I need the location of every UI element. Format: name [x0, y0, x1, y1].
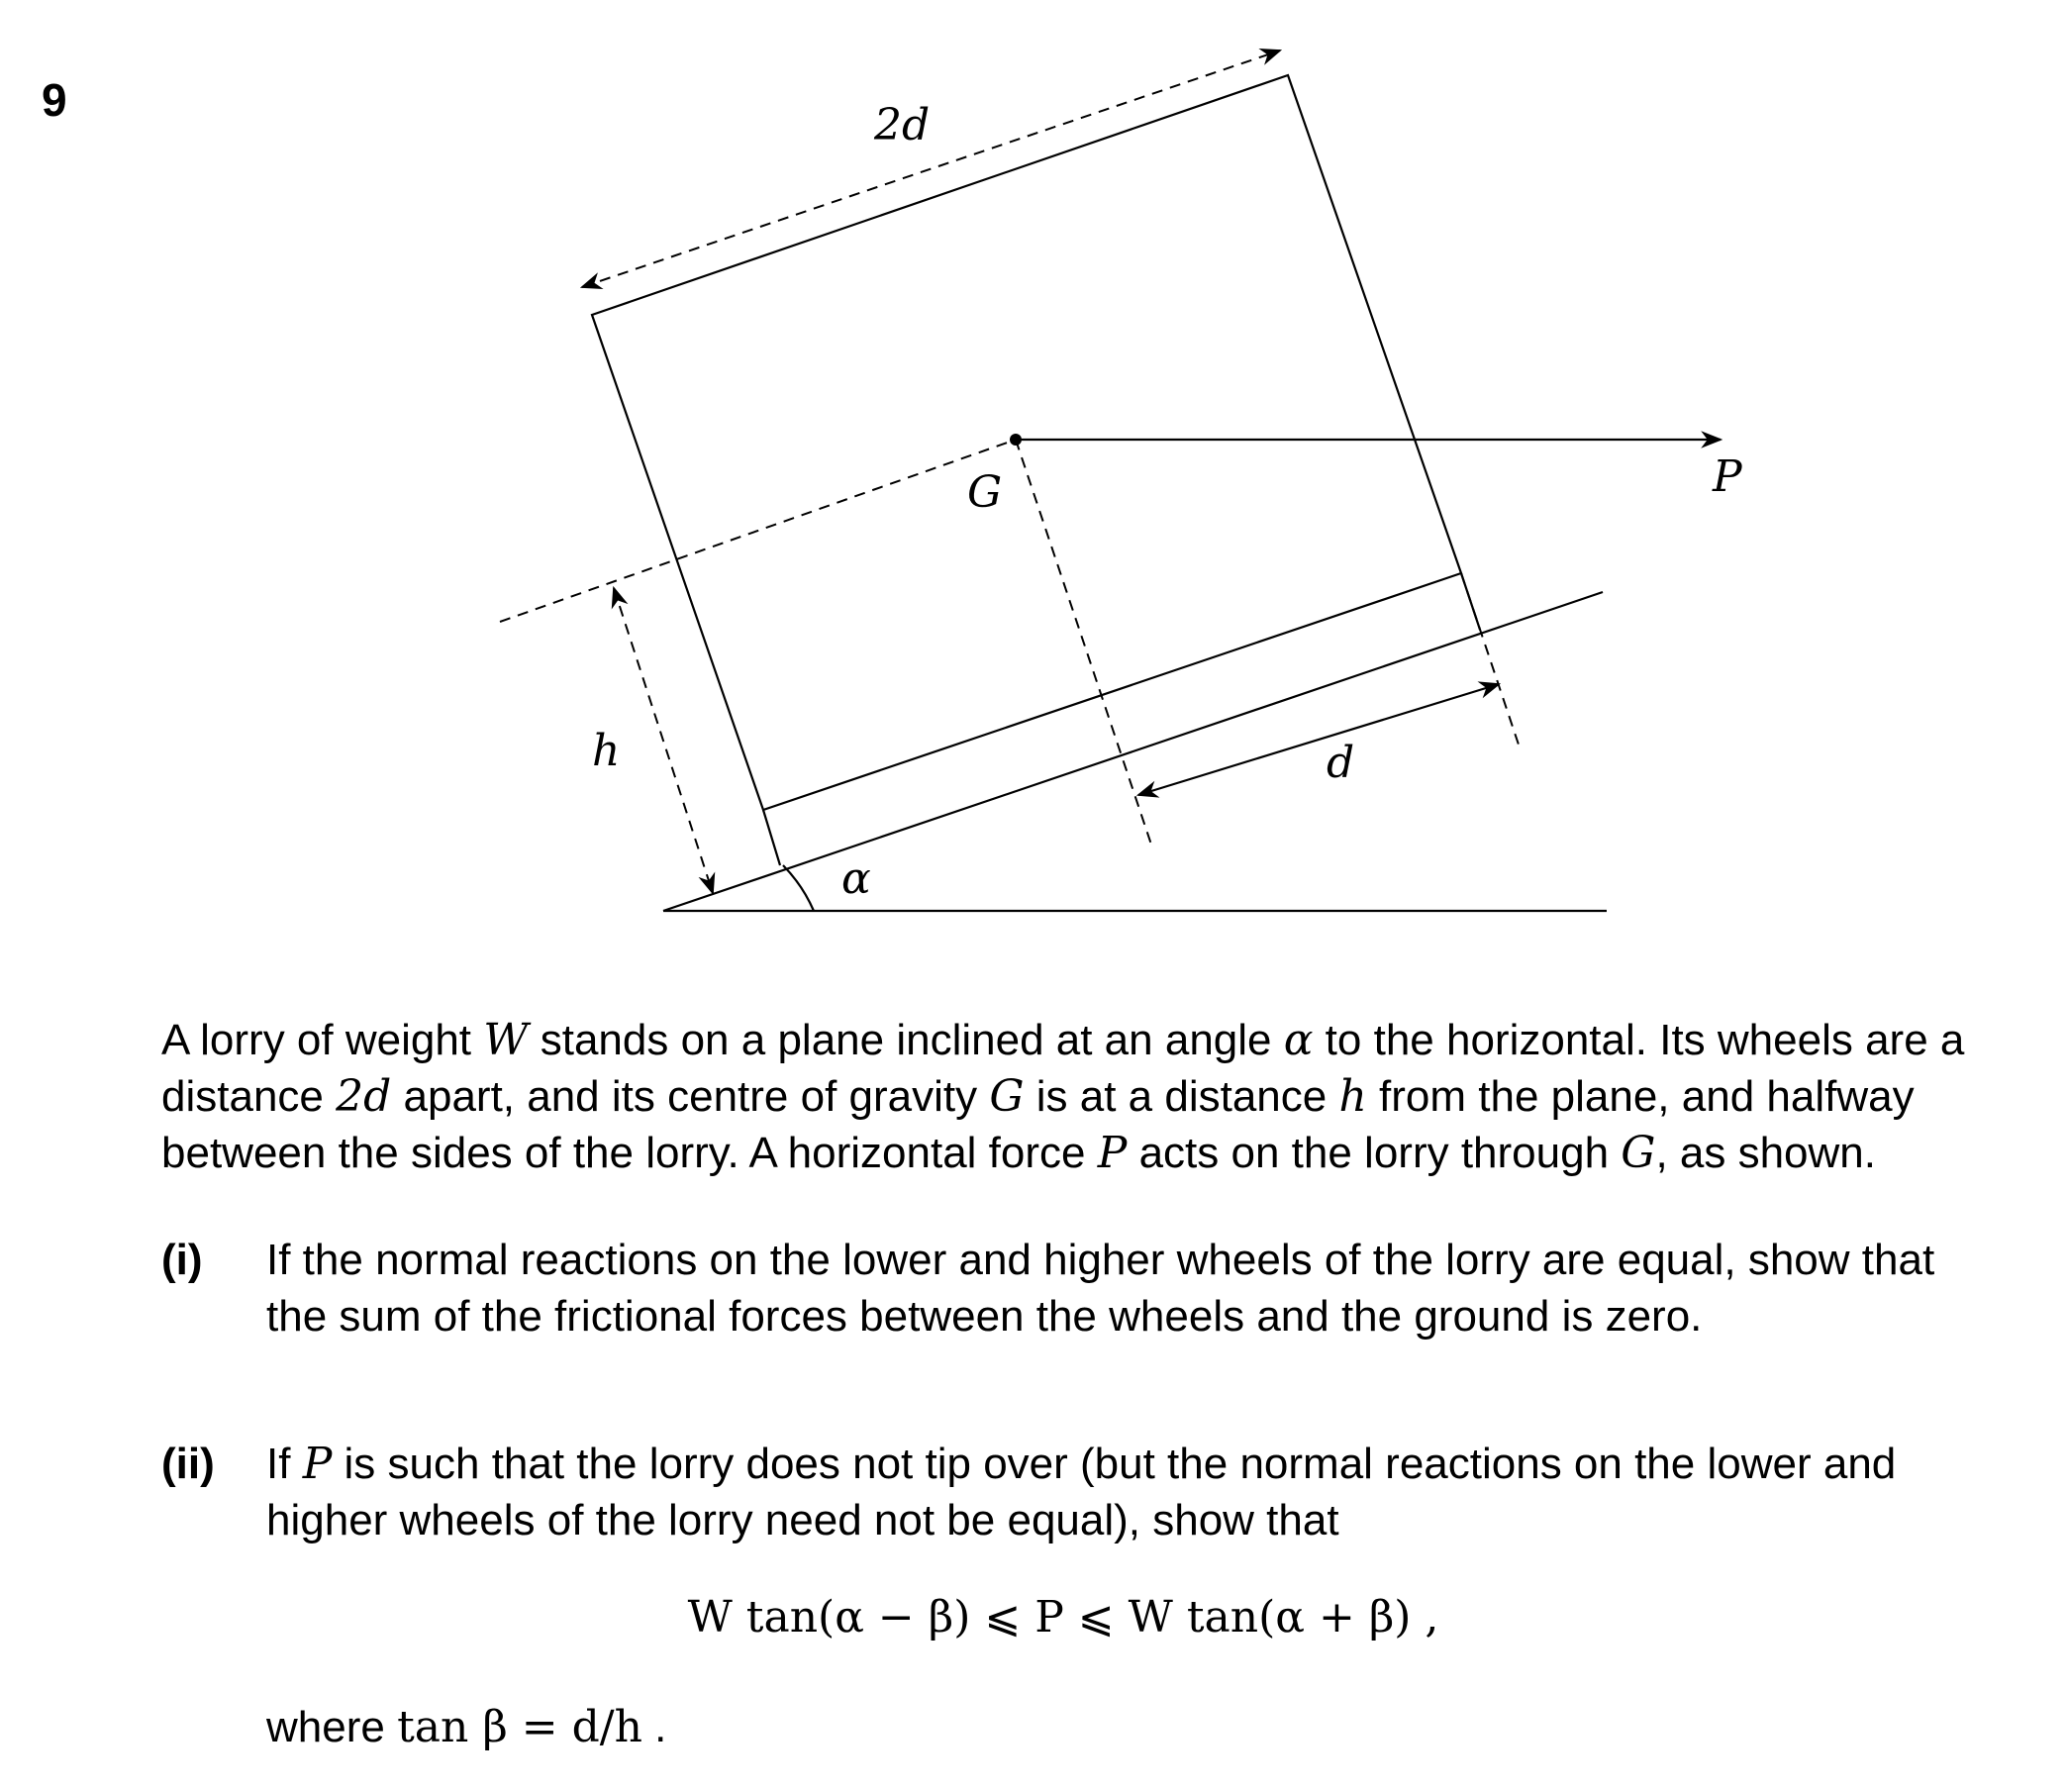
part-ii [161, 1436, 2003, 1548]
var-h: h [1338, 1071, 1367, 1122]
width-dimension-arrow [582, 50, 1280, 287]
label-h: h [592, 726, 621, 776]
part-ii-label: (ii) [161, 1440, 215, 1488]
var-alpha: α [1283, 1015, 1314, 1065]
half-width-dimension-arrow [1138, 684, 1499, 795]
part-i-label: (i) [161, 1236, 203, 1284]
var-p: P [1097, 1128, 1128, 1178]
label-p: P [1713, 451, 1742, 502]
lorry-body [592, 75, 1461, 810]
question-number: 9 [42, 74, 67, 126]
lorry-lower-leg [763, 810, 780, 865]
part-ii-text: If P is such that the lorry does not tip over (but the normal reactions on the lower and higher wheels of the lorry need not be equal), show that [266, 1439, 1897, 1544]
g-parallel-line [500, 440, 1016, 622]
label-d: d [1327, 738, 1355, 788]
label-g: G [967, 467, 1003, 518]
centre-of-gravity-point [1010, 434, 1022, 446]
label-alpha: α [841, 853, 871, 904]
where-expression: tan β = d/h [397, 1702, 642, 1752]
part-i-text: If the normal reactions on the lower and higher wheels of the lorry are equal, show that the sum of the frictional forces between the wheels and the ground is zero. [266, 1236, 1935, 1341]
inequality: W tan(α − β) ⩽ P ⩽ W tan(α + β) , [687, 1592, 1439, 1643]
var-w: W [483, 1015, 529, 1065]
var-p: P [302, 1439, 333, 1489]
where-clause: where tan β = d/h . [266, 1702, 667, 1752]
height-dimension-arrow [614, 588, 713, 893]
var-g: G [989, 1071, 1025, 1122]
var-g: G [1621, 1128, 1656, 1178]
var-2d: 2d [336, 1071, 392, 1122]
inclined-plane [663, 592, 1603, 911]
label-2d: 2d [874, 100, 931, 150]
part-i [161, 1232, 2003, 1344]
high-wheel-perpendicular [1461, 573, 1520, 747]
angle-arc [783, 865, 814, 911]
intro-paragraph: A lorry of weight W stands on a plane inclined at an angle α to the horizontal. Its wheels are a distance 2d apart, and its centre of gravity G is at a distance h from the plane, and halfway between the sides of the lorry. A horizontal force P acts on the lorry through G, as shown. [161, 1015, 1965, 1178]
